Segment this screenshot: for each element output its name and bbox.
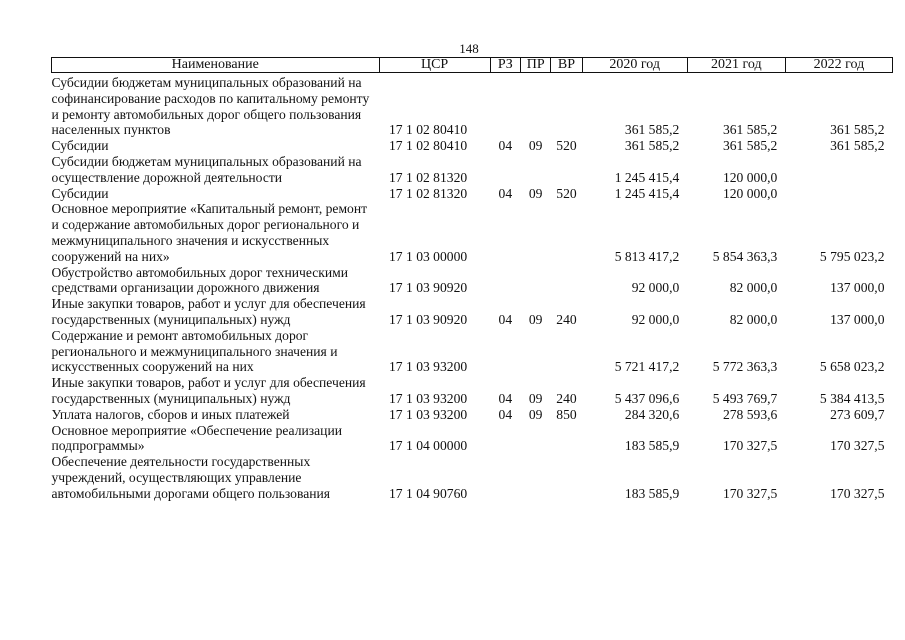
cell-2020: 5 813 417,2 xyxy=(614,248,680,264)
cell-2022: 5 658 023,2 xyxy=(819,359,885,375)
cell-2021: 120 000,0 xyxy=(722,169,778,185)
cell-2020: 92 000,0 xyxy=(631,280,680,296)
cell-name: Уплата налогов, сборов и иных платежей xyxy=(51,406,290,422)
table-row xyxy=(52,423,893,455)
cell-2021: 170 327,5 xyxy=(722,485,778,501)
cell-2022: 361 585,2 xyxy=(830,138,885,154)
cell-2022: 170 327,5 xyxy=(830,438,885,454)
cell-vr xyxy=(551,154,582,186)
cell-rz: 04 xyxy=(498,406,513,422)
header-pr: ПР xyxy=(521,58,551,73)
header-2021: 2021 год xyxy=(687,58,785,73)
cell-rz xyxy=(490,201,520,264)
cell-2021: 361 585,2 xyxy=(722,122,778,138)
cell-csr: 17 1 02 81320 xyxy=(389,185,468,201)
cell-2022: 273 609,7 xyxy=(830,406,885,422)
table-row xyxy=(52,265,893,297)
cell-name: Обеспечение деятельности государственных учреждений, осуществляющих управление автомобильными дорогами общего пользования xyxy=(51,454,331,501)
cell-2022 xyxy=(785,186,892,202)
cell-vr: 850 xyxy=(556,406,577,422)
cell-2022: 5 384 413,5 xyxy=(819,390,885,406)
cell-vr xyxy=(551,328,582,375)
cell-2020: 5 437 096,6 xyxy=(614,390,680,406)
table-row xyxy=(52,296,893,328)
header-vr: ВР xyxy=(551,58,582,73)
header-name: Наименование xyxy=(52,58,380,73)
table-body xyxy=(52,73,893,502)
table-header-row xyxy=(52,58,893,73)
cell-2022: 361 585,2 xyxy=(830,122,885,138)
cell-csr: 17 1 04 00000 xyxy=(389,438,468,454)
table-row xyxy=(52,186,893,202)
cell-csr: 17 1 04 90760 xyxy=(389,485,468,501)
cell-pr: 09 xyxy=(528,185,543,201)
budget-table xyxy=(51,57,893,502)
cell-2021: 5 772 363,3 xyxy=(712,359,778,375)
cell-csr: 17 1 03 93200 xyxy=(389,406,468,422)
cell-pr xyxy=(521,73,551,139)
cell-name: Содержание и ремонт автомобильных дорог регионального и межмуниципального значения и искусственных сооружений на них xyxy=(51,327,338,375)
cell-csr: 17 1 03 90920 xyxy=(389,311,468,327)
cell-2020: 5 721 417,2 xyxy=(614,359,680,375)
cell-name: Субсидии бюджетам муниципальных образований на софинансирование расходов по капитальному ремонту и ремонту автомобильных дорог общего пользования населенных пунктов xyxy=(51,75,370,138)
header-csr: ЦСР xyxy=(379,58,490,73)
cell-2020: 284 320,6 xyxy=(624,406,680,422)
page-number: 148 xyxy=(459,41,479,56)
cell-vr: 240 xyxy=(556,311,577,327)
cell-csr: 17 1 02 80410 xyxy=(389,122,468,138)
table-row xyxy=(52,407,893,423)
table-row xyxy=(52,154,893,186)
cell-name: Субсидии xyxy=(51,185,109,201)
cell-vr: 240 xyxy=(556,390,577,406)
cell-pr: 09 xyxy=(528,138,543,154)
cell-pr: 09 xyxy=(528,390,543,406)
cell-rz: 04 xyxy=(498,390,513,406)
header-rz: РЗ xyxy=(490,58,520,73)
cell-pr xyxy=(521,265,551,297)
cell-2022: 137 000,0 xyxy=(830,311,885,327)
cell-pr xyxy=(521,201,551,264)
table-row xyxy=(52,201,893,264)
cell-2021: 82 000,0 xyxy=(729,280,778,296)
cell-csr: 17 1 03 00000 xyxy=(389,248,468,264)
cell-rz: 04 xyxy=(498,185,513,201)
cell-2020: 1 245 415,4 xyxy=(614,185,680,201)
cell-vr xyxy=(551,265,582,297)
cell-csr: 17 1 02 80410 xyxy=(389,138,468,154)
cell-pr xyxy=(521,423,551,455)
cell-2020: 92 000,0 xyxy=(631,311,680,327)
cell-rz xyxy=(490,454,520,501)
header-2020: 2020 год xyxy=(582,58,687,73)
table-row xyxy=(52,138,893,154)
cell-2021: 5 854 363,3 xyxy=(712,248,778,264)
cell-rz xyxy=(490,265,520,297)
cell-rz: 04 xyxy=(498,311,513,327)
cell-vr xyxy=(551,73,582,139)
cell-2020: 1 245 415,4 xyxy=(614,169,680,185)
cell-2021: 361 585,2 xyxy=(722,138,778,154)
cell-2021: 170 327,5 xyxy=(722,438,778,454)
table-row xyxy=(52,73,893,139)
cell-vr xyxy=(551,454,582,501)
cell-pr: 09 xyxy=(528,406,543,422)
cell-vr: 520 xyxy=(556,138,577,154)
cell-csr: 17 1 02 81320 xyxy=(389,169,468,185)
cell-name: Иные закупки товаров, работ и услуг для обеспечения государственных (муниципальных) нужд xyxy=(51,296,366,327)
cell-name: Иные закупки товаров, работ и услуг для обеспечения государственных (муниципальных) нужд xyxy=(51,375,366,406)
cell-name: Субсидии xyxy=(51,138,109,154)
cell-2022: 170 327,5 xyxy=(830,485,885,501)
cell-2022: 5 795 023,2 xyxy=(819,248,885,264)
cell-rz xyxy=(490,328,520,375)
cell-rz xyxy=(490,73,520,139)
header-2022: 2022 год xyxy=(785,58,892,73)
cell-vr xyxy=(551,201,582,264)
cell-2020: 361 585,2 xyxy=(624,122,680,138)
table-row xyxy=(52,375,893,407)
cell-name: Обустройство автомобильных дорог техническими средствами организации дорожного движения xyxy=(51,264,349,296)
cell-2021: 120 000,0 xyxy=(722,185,778,201)
cell-csr: 17 1 03 90920 xyxy=(389,280,468,296)
cell-name: Основное мероприятие «Капитальный ремонт, ремонт и содержание автомобильных дорог регионального и межмуниципального значения и искусственных сооружений на них» xyxy=(51,201,368,264)
cell-2021: 82 000,0 xyxy=(729,311,778,327)
cell-csr: 17 1 03 93200 xyxy=(389,359,468,375)
cell-2020: 361 585,2 xyxy=(624,138,680,154)
cell-pr xyxy=(521,154,551,186)
cell-vr: 520 xyxy=(556,185,577,201)
cell-vr xyxy=(551,423,582,455)
cell-2020: 183 585,9 xyxy=(624,438,680,454)
cell-csr: 17 1 03 93200 xyxy=(389,390,468,406)
cell-rz: 04 xyxy=(498,138,513,154)
cell-pr xyxy=(521,328,551,375)
cell-2021: 278 593,6 xyxy=(722,406,778,422)
cell-pr xyxy=(521,454,551,501)
table-row xyxy=(52,328,893,375)
cell-2021: 5 493 769,7 xyxy=(712,390,778,406)
cell-name: Субсидии бюджетам муниципальных образований на осуществление дорожной деятельности xyxy=(51,153,362,185)
cell-rz xyxy=(490,423,520,455)
cell-rz xyxy=(490,154,520,186)
cell-pr: 09 xyxy=(528,311,543,327)
cell-2022: 137 000,0 xyxy=(830,280,885,296)
table-row xyxy=(52,454,893,501)
cell-name: Основное мероприятие «Обеспечение реализации подпрограммы» xyxy=(51,422,343,454)
cell-2022 xyxy=(785,154,892,186)
cell-2020: 183 585,9 xyxy=(624,485,680,501)
